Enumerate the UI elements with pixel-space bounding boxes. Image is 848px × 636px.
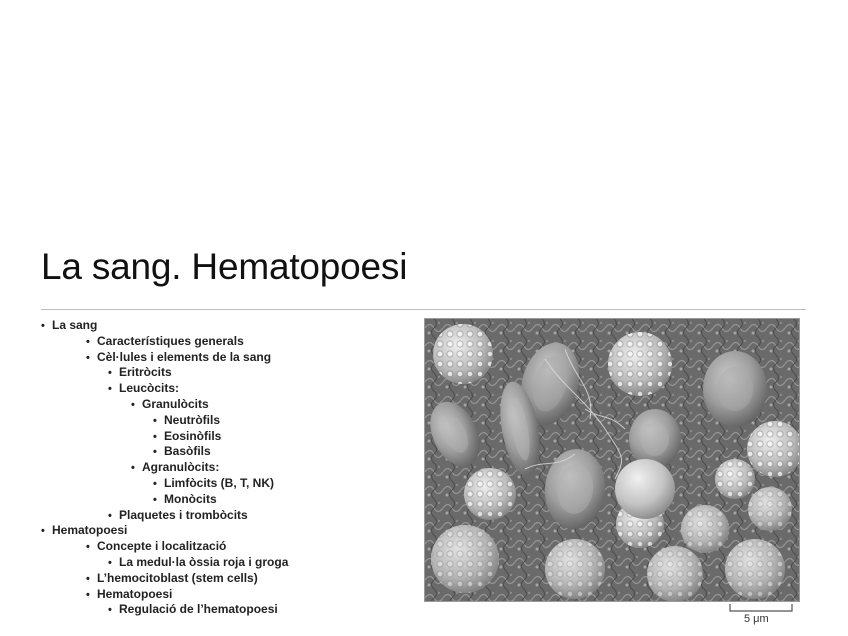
bullet-icon: • (108, 509, 112, 522)
outline-item (41, 429, 421, 445)
outline-item-text: La medul·la òssia roja i groga (119, 554, 289, 569)
outline-item (41, 334, 421, 350)
outline-item (41, 508, 421, 524)
outline-item (41, 571, 421, 587)
outline-item-text: L’hemocitoblast (stem cells) (97, 570, 258, 585)
bullet-icon: • (108, 367, 112, 380)
outline-item (41, 413, 421, 429)
outline-item-text: Concepte i localització (97, 539, 227, 554)
bullet-icon: • (153, 446, 157, 459)
outline-item (41, 365, 421, 381)
outline-item-text: Eosinòfils (164, 428, 222, 443)
bullet-icon: • (108, 383, 112, 396)
outline-item (41, 397, 421, 413)
bullet-icon: • (153, 493, 157, 506)
bullet-icon: • (108, 604, 112, 617)
outline-item-text: Leucòcits: (119, 381, 180, 396)
bullet-icon: • (153, 414, 157, 427)
outline-item-text: Característiques generals (97, 333, 244, 348)
title-divider (41, 309, 806, 310)
outline-item (41, 476, 421, 492)
bullet-icon: • (41, 320, 45, 332)
outline-item-text: Agranulòcits: (142, 460, 220, 475)
outline-item (41, 587, 421, 603)
outline-item-text: Basòfils (164, 444, 211, 459)
scale-label: 5 μm (744, 613, 769, 625)
slide-title: La sang. Hematopoesi (41, 246, 408, 287)
outline-item (41, 492, 421, 508)
outline-item (41, 523, 421, 539)
scale-bar (729, 604, 793, 612)
bullet-icon: • (153, 430, 157, 443)
outline-item (41, 318, 421, 334)
outline-list (41, 318, 421, 618)
outline-item (41, 444, 421, 460)
outline-item (41, 460, 421, 476)
bullet-icon: • (86, 335, 90, 348)
outline-item (41, 381, 421, 397)
outline-item-text: Monòcits (164, 491, 217, 506)
bullet-icon: • (86, 588, 90, 601)
bullet-icon: • (108, 556, 112, 569)
outline-item-text: Hematopoesi (97, 586, 173, 601)
outline-item-text: Eritròcits (119, 365, 172, 380)
bullet-icon: • (86, 572, 90, 585)
outline-item-text: La sang (52, 318, 98, 332)
outline-item-text: Limfòcits (B, T, NK) (164, 475, 274, 490)
outline-item-text: Neutròfils (164, 412, 221, 427)
outline-item-text: Granulòcits (142, 396, 209, 411)
bullet-icon: • (86, 541, 90, 554)
bullet-icon: • (131, 462, 135, 475)
bullet-icon: • (131, 398, 135, 411)
bullet-icon: • (41, 525, 45, 538)
bullet-icon: • (86, 351, 90, 364)
outline-item-text: Hematopoesi (52, 523, 128, 538)
outline-item-text: Regulació de l’hematopoesi (119, 602, 278, 617)
outline-item-text: Cèl·lules i elements de la sang (97, 349, 272, 364)
blood-cells-micrograph (424, 318, 800, 602)
outline-item-text: Plaquetes i trombòcits (119, 507, 248, 522)
outline-item (41, 602, 421, 618)
outline-item (41, 539, 421, 555)
outline-item (41, 350, 421, 366)
bullet-icon: • (153, 477, 157, 490)
outline-item (41, 555, 421, 571)
